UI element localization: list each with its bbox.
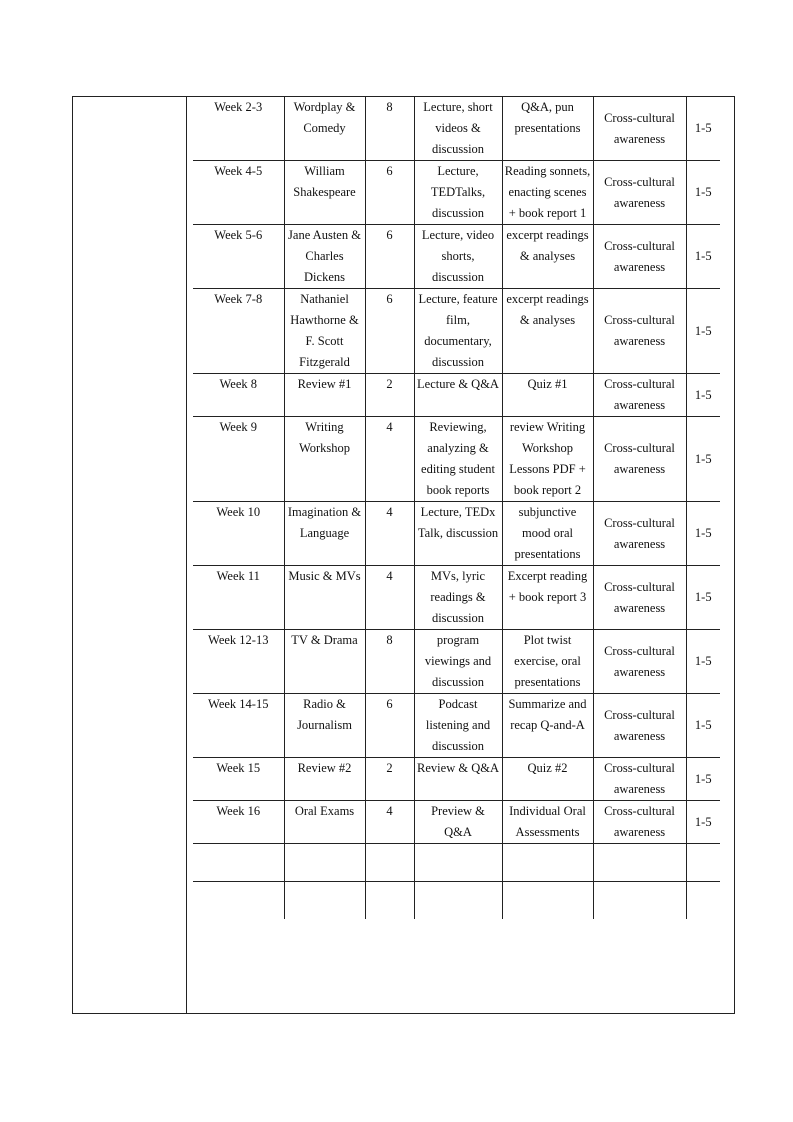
- activity-cell: Plot twist exercise, oral presentations: [502, 630, 593, 694]
- empty-cell: [284, 882, 365, 920]
- competency-cell: Cross-cultural awareness: [593, 801, 686, 844]
- method-cell: Lecture, TEDTalks, discussion: [414, 161, 502, 225]
- empty-cell: [365, 882, 414, 920]
- week-cell: Week 11: [193, 566, 284, 630]
- hours-cell: 8: [365, 630, 414, 694]
- competency-cell: Cross-cultural awareness: [593, 225, 686, 289]
- week-cell: Week 9: [193, 417, 284, 502]
- week-cell: Week 8: [193, 374, 284, 417]
- hours-cell: 2: [365, 758, 414, 801]
- empty-cell: [502, 844, 593, 882]
- activity-cell: Summarize and recap Q-and-A: [502, 694, 593, 758]
- competency-cell: Cross-cultural awareness: [593, 694, 686, 758]
- topic-cell: Radio & Journalism: [284, 694, 365, 758]
- empty-cell: [502, 882, 593, 920]
- empty-cell: [686, 844, 720, 882]
- topic-cell: Review #2: [284, 758, 365, 801]
- method-cell: Lecture & Q&A: [414, 374, 502, 417]
- activity-cell: excerpt readings & analyses: [502, 289, 593, 374]
- method-cell: Lecture, TEDx Talk, discussion: [414, 502, 502, 566]
- week-cell: Week 15: [193, 758, 284, 801]
- topic-cell: Writing Workshop: [284, 417, 365, 502]
- competency-cell: Cross-cultural awareness: [593, 502, 686, 566]
- hours-cell: 6: [365, 289, 414, 374]
- activity-cell: Q&A, pun presentations: [502, 97, 593, 161]
- hours-cell: 4: [365, 417, 414, 502]
- activity-cell: excerpt readings & analyses: [502, 225, 593, 289]
- topic-cell: Oral Exams: [284, 801, 365, 844]
- table-row: [193, 374, 720, 417]
- outcome-cell: 1-5: [686, 502, 720, 566]
- hours-cell: 6: [365, 694, 414, 758]
- course-schedule-table: [193, 96, 720, 919]
- method-cell: Review & Q&A: [414, 758, 502, 801]
- method-cell: Podcast listening and discussion: [414, 694, 502, 758]
- outcome-cell: 1-5: [686, 801, 720, 844]
- table-row: [193, 630, 720, 694]
- week-cell: Week 16: [193, 801, 284, 844]
- activity-cell: Reading sonnets, enacting scenes + book report 1: [502, 161, 593, 225]
- empty-table-row: [193, 844, 720, 882]
- method-cell: Lecture, video shorts, discussion: [414, 225, 502, 289]
- topic-cell: William Shakespeare: [284, 161, 365, 225]
- empty-cell: [284, 844, 365, 882]
- topic-cell: Nathaniel Hawthorne & F. Scott Fitzgerald: [284, 289, 365, 374]
- empty-cell: [193, 882, 284, 920]
- week-cell: Week 5-6: [193, 225, 284, 289]
- table-row: [193, 566, 720, 630]
- week-cell: Week 14-15: [193, 694, 284, 758]
- week-cell: Week 12-13: [193, 630, 284, 694]
- table-row: [193, 502, 720, 566]
- empty-cell: [414, 844, 502, 882]
- topic-cell: Review #1: [284, 374, 365, 417]
- competency-cell: Cross-cultural awareness: [593, 289, 686, 374]
- week-cell: Week 10: [193, 502, 284, 566]
- outcome-cell: 1-5: [686, 289, 720, 374]
- hours-cell: 4: [365, 801, 414, 844]
- method-cell: Preview & Q&A: [414, 801, 502, 844]
- outcome-cell: 1-5: [686, 694, 720, 758]
- outer-left-column-divider: [186, 96, 187, 1014]
- hours-cell: 2: [365, 374, 414, 417]
- table-row: [193, 694, 720, 758]
- competency-cell: Cross-cultural awareness: [593, 374, 686, 417]
- outcome-cell: 1-5: [686, 97, 720, 161]
- activity-cell: subjunctive mood oral presentations: [502, 502, 593, 566]
- method-cell: MVs, lyric readings & discussion: [414, 566, 502, 630]
- outcome-cell: 1-5: [686, 758, 720, 801]
- competency-cell: Cross-cultural awareness: [593, 161, 686, 225]
- method-cell: Lecture, feature film, documentary, discussion: [414, 289, 502, 374]
- empty-cell: [193, 844, 284, 882]
- topic-cell: Jane Austen & Charles Dickens: [284, 225, 365, 289]
- method-cell: Lecture, short videos & discussion: [414, 97, 502, 161]
- table-row: [193, 417, 720, 502]
- hours-cell: 6: [365, 161, 414, 225]
- hours-cell: 8: [365, 97, 414, 161]
- week-cell: Week 4-5: [193, 161, 284, 225]
- empty-cell: [414, 882, 502, 920]
- activity-cell: review Writing Workshop Lessons PDF + book report 2: [502, 417, 593, 502]
- hours-cell: 4: [365, 502, 414, 566]
- competency-cell: Cross-cultural awareness: [593, 417, 686, 502]
- week-cell: Week 7-8: [193, 289, 284, 374]
- competency-cell: Cross-cultural awareness: [593, 566, 686, 630]
- outcome-cell: 1-5: [686, 630, 720, 694]
- hours-cell: 4: [365, 566, 414, 630]
- empty-cell: [686, 882, 720, 920]
- empty-cell: [593, 844, 686, 882]
- competency-cell: Cross-cultural awareness: [593, 758, 686, 801]
- table-row: [193, 289, 720, 374]
- outcome-cell: 1-5: [686, 566, 720, 630]
- table-row: [193, 161, 720, 225]
- empty-table-row: [193, 882, 720, 920]
- table-row: [193, 758, 720, 801]
- topic-cell: Music & MVs: [284, 566, 365, 630]
- competency-cell: Cross-cultural awareness: [593, 97, 686, 161]
- method-cell: program viewings and discussion: [414, 630, 502, 694]
- outcome-cell: 1-5: [686, 225, 720, 289]
- outcome-cell: 1-5: [686, 417, 720, 502]
- hours-cell: 6: [365, 225, 414, 289]
- outcome-cell: 1-5: [686, 161, 720, 225]
- topic-cell: TV & Drama: [284, 630, 365, 694]
- activity-cell: Excerpt reading + book report 3: [502, 566, 593, 630]
- topic-cell: Wordplay & Comedy: [284, 97, 365, 161]
- method-cell: Reviewing, analyzing & editing student book reports: [414, 417, 502, 502]
- activity-cell: Individual Oral Assessments: [502, 801, 593, 844]
- table-row: [193, 801, 720, 844]
- empty-cell: [593, 882, 686, 920]
- week-cell: Week 2-3: [193, 97, 284, 161]
- table-row: [193, 97, 720, 161]
- activity-cell: Quiz #1: [502, 374, 593, 417]
- table-row: [193, 225, 720, 289]
- competency-cell: Cross-cultural awareness: [593, 630, 686, 694]
- activity-cell: Quiz #2: [502, 758, 593, 801]
- empty-cell: [365, 844, 414, 882]
- outcome-cell: 1-5: [686, 374, 720, 417]
- topic-cell: Imagination & Language: [284, 502, 365, 566]
